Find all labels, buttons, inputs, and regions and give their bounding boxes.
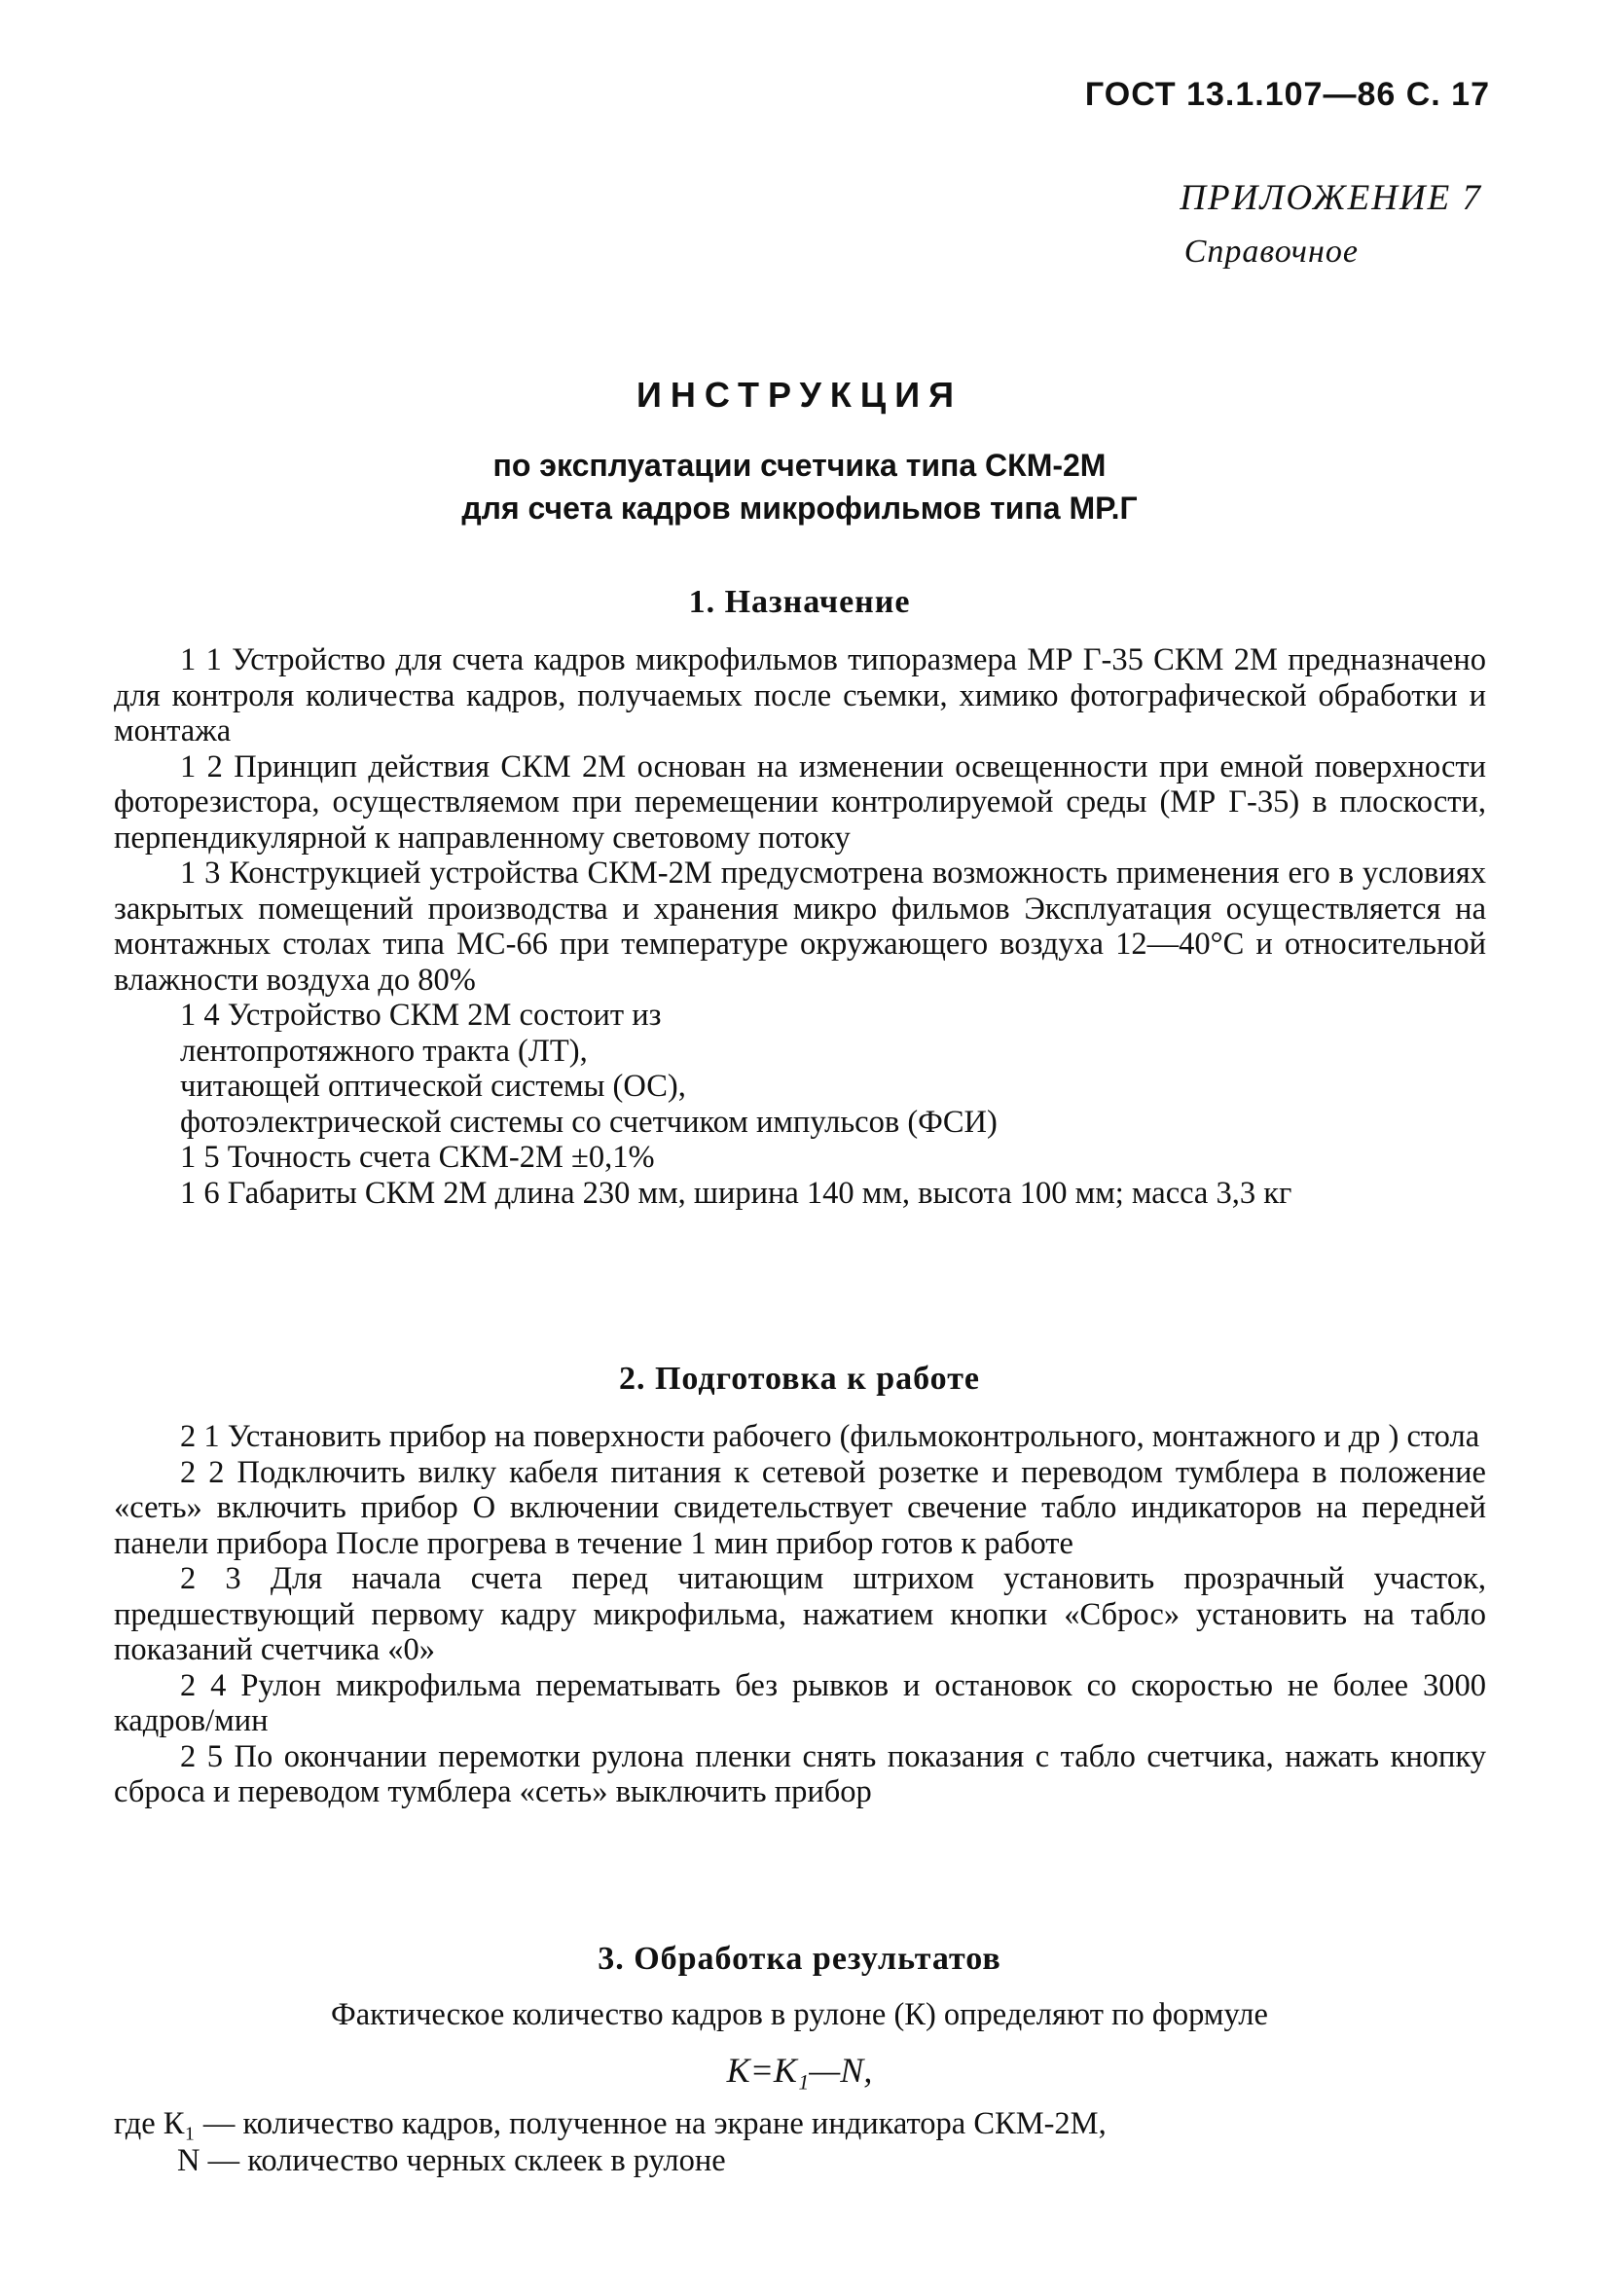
- list-item-os: читающей оптической системы (ОС),: [180, 1069, 686, 1104]
- document-reference-header: ГОСТ 13.1.107—86 С. 17: [1084, 76, 1490, 113]
- appendix-type: Справочное: [1183, 234, 1359, 270]
- section-body-preparation: [114, 1419, 1486, 1810]
- paragraph-2-3: 2 3 Для начала счета перед читающим штрихом установить прозрачный участок, предшествующий первому кадру микрофильма, нажатием кнопки «Сброс» установить на табло показаний счетчика «0»: [114, 1561, 1486, 1667]
- formula-legend-n: N — количество черных склеек в рулоне: [177, 2143, 726, 2178]
- paragraph-1-4: 1 4 Устройство СКМ 2М состоит из: [180, 998, 662, 1033]
- paragraph-2-4: 2 4 Рулон микрофильма перематывать без рывков и остановок со скоростью не более 3000 кадров/мин: [114, 1667, 1486, 1738]
- section-title-preparation: 2. Подготовка к работе: [618, 1361, 981, 1397]
- paragraph-2-1: 2 1 Установить прибор на поверхности рабочего (фильмоконтрольного, монтажного и др ) стола: [180, 1419, 1480, 1454]
- paragraph-1-3: 1 3 Конструкцией устройства СКМ-2М предусмотрена возможность применения его в условиях закрытых помещений производства и хранения микро фильмов Эксплуатация осуществляется на монтажных столах типа МС-66 при температуре окружающего воздуха 12—40°С и относительной влажности воздуха до 80%: [114, 856, 1486, 998]
- formula-intro: Фактическое количество кадров в рулоне (К) определяют по формуле: [331, 1997, 1268, 2032]
- section-title-results: 3. Обработка результатов: [598, 1941, 1001, 1977]
- formula: К=К₁—N,: [726, 2051, 873, 2090]
- paragraph-2-2: 2 2 Подключить вилку кабеля питания к сетевой розетке и переводом тумблера в положение «сеть» включить прибор О включении свидетельствует свечение табло индикаторов на передней панели прибора После прогрева в течение 1 мин прибор готов к работе: [114, 1454, 1486, 1561]
- list-item-fsi: фотоэлектрической системы со счетчиком импульсов (ФСИ): [180, 1104, 998, 1140]
- appendix-label: ПРИЛОЖЕНИЕ 7: [1180, 178, 1482, 218]
- section-body-purpose: [114, 642, 1486, 1211]
- document-subtitle-line-2: для счета кадров микрофильмов типа МР.Г: [461, 491, 1138, 526]
- paragraph-2-5: 2 5 По окончании перемотки рулона пленки снять показания с табло счетчика, нажать кнопку сброса и переводом тумблера «сеть» выключить прибор: [114, 1738, 1486, 1809]
- document-title: ИНСТРУКЦИЯ: [636, 375, 963, 415]
- paragraph-1-1: 1 1 Устройство для счета кадров микрофильмов типоразмера МР Г-35 СКМ 2М предназначено для контроля количества кадров, получаемых после съемки, химико фотографической обработки и монтажа: [114, 642, 1486, 748]
- list-item-lt: лентопротяжного тракта (ЛТ),: [180, 1033, 588, 1069]
- document-subtitle-line-1: по эксплуатации счетчика типа СКМ-2М: [492, 448, 1107, 483]
- paragraph-1-2: 1 2 Принцип действия СКМ 2М основан на изменении освещенности при емной поверхности фоторезистора, осуществляемом при перемещении контролируемой среды (МР Г-35) в плоскости, перпендикулярной к направленному световому потоку: [114, 748, 1486, 856]
- formula-legend-k1: где К₁ — количество кадров, полученное на экране индикатора СКМ-2М,: [114, 2106, 1107, 2141]
- paragraph-1-6: 1 6 Габариты СКМ 2М длина 230 мм, ширина 140 мм, высота 100 мм; масса 3,3 кг: [180, 1175, 1292, 1211]
- paragraph-1-5: 1 5 Точность счета СКМ-2М ±0,1%: [180, 1140, 655, 1175]
- section-title-purpose: 1. Назначение: [688, 584, 911, 620]
